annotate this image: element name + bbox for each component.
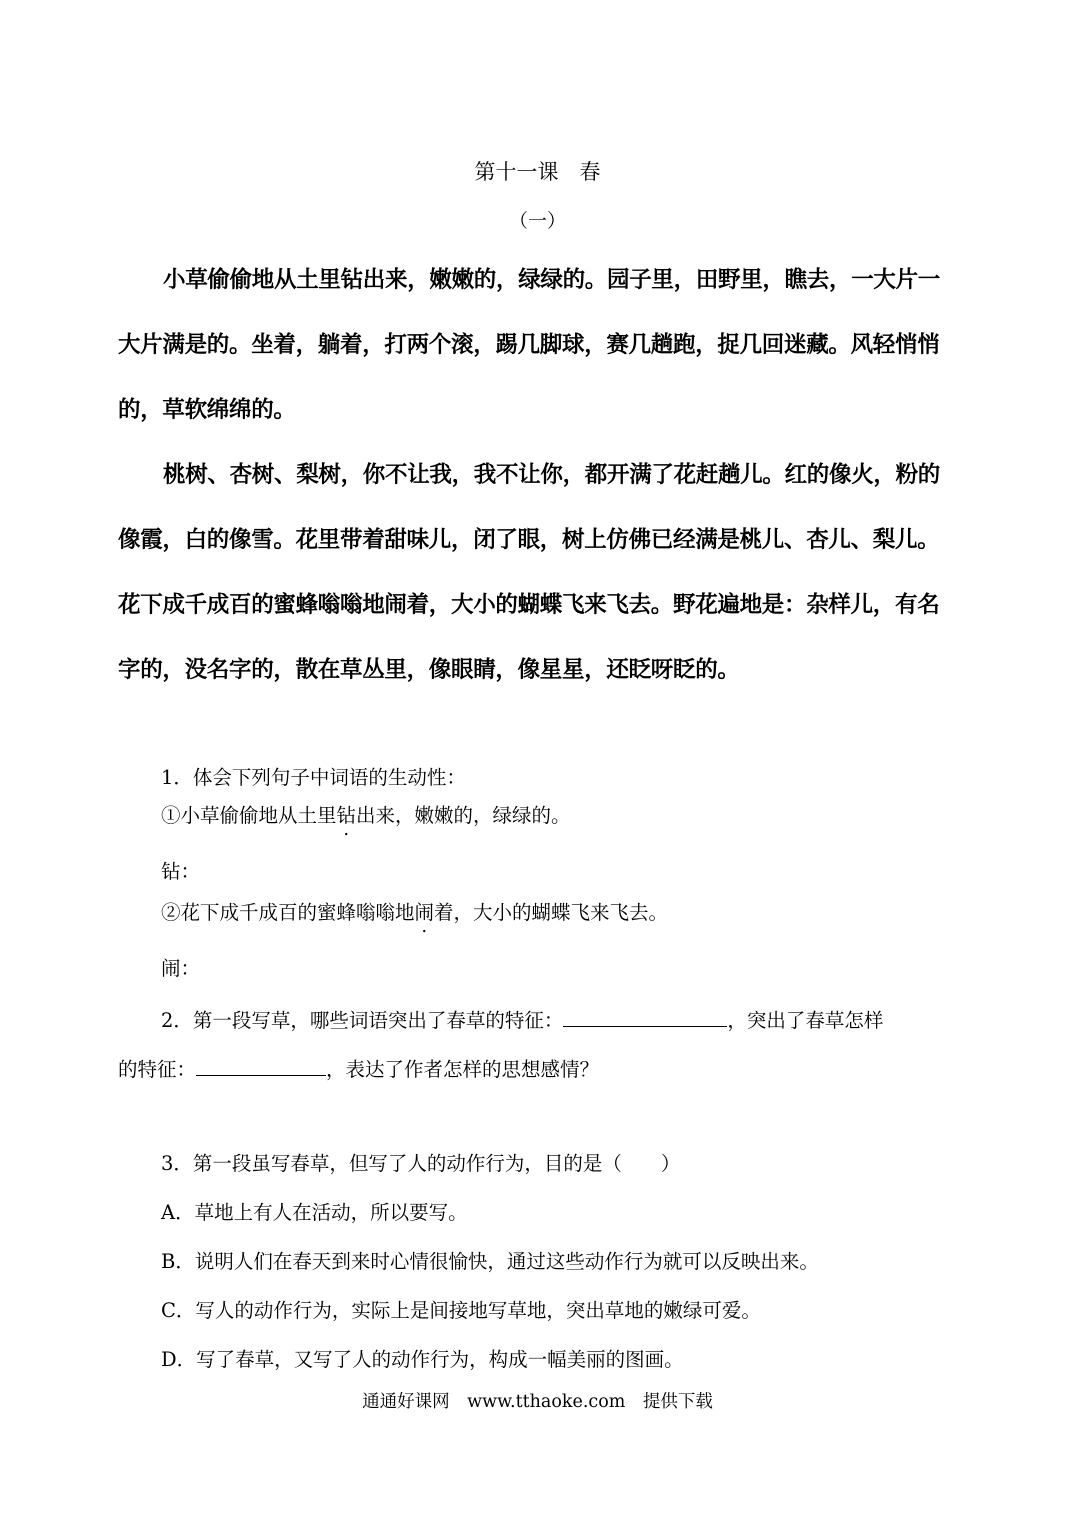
passage-paragraph-1: 小草偷偷地从土里钻出来，嫩嫩的，绿绿的。园子里，田野里，瞧去，一大片一大片满是的。坐着，躺着，打两个滚，踢几脚球，赛几趟跑，捉几回迷藏。风轻悄悄的，草软绵绵的。 xyxy=(118,267,941,423)
question-2-line-2 xyxy=(118,1053,599,1084)
answer-blank[interactable] xyxy=(563,1004,727,1027)
answer-label-nao: 闹： xyxy=(161,957,201,980)
question-text: 2．第一段写草，哪些词语突出了春草的特征： xyxy=(161,1009,564,1032)
question-2-line-1 xyxy=(161,1004,883,1035)
emphasized-word: 闹 xyxy=(414,901,435,924)
answer-label-zuan: 钻： xyxy=(161,860,201,883)
question-3-option-a: A．草地上有人在活动，所以要写。 xyxy=(161,1201,468,1224)
question-3-option-b: B．说明人们在春天到来时心情很愉快，通过这些动作行为就可以反映出来。 xyxy=(161,1250,819,1273)
question-3-stem: 3．第一段虽写春草，但写了人的动作行为，目的是（ ） xyxy=(161,1152,681,1175)
question-3-option-c: C．写人的动作行为，实际上是间接地写草地，突出草地的嫩绿可爱。 xyxy=(161,1299,761,1322)
question-1-sentence-2 xyxy=(161,899,668,927)
lesson-title: 第十一课 春 xyxy=(474,160,601,184)
section-number: （一） xyxy=(508,210,566,232)
sentence-text: ①小草偷偷地从土里 xyxy=(161,804,337,827)
sentence-text: 着，大小的蝴蝶飞来飞去。 xyxy=(434,901,669,924)
question-text: 的特征： xyxy=(118,1058,197,1081)
sentence-text: ②花下成千成百的蜜蜂嗡嗡地 xyxy=(161,901,415,924)
question-3-option-d: D．写了春草，又写了人的动作行为，构成一幅美丽的图画。 xyxy=(161,1348,684,1371)
passage-paragraph-2: 桃树、杏树、梨树，你不让我，我不让你，都开满了花赶趟儿。红的像火，粉的像霞，白的像雪。花里带着甜味儿，闭了眼，树上仿佛已经满是桃儿、杏儿、梨儿。花下成千成百的蜜蜂嗡嗡地闹着，大小的蝴蝶飞来飞去。野花遍地是：杂样儿，有名字的，没名字的，散在草丛里，像眼睛，像星星，还眨呀眨的。 xyxy=(118,462,941,683)
question-1-sentence-1 xyxy=(161,802,571,830)
page-footer: 通通好课网 www.tthaoke.com 提供下载 xyxy=(362,1392,713,1412)
emphasized-word: 钻 xyxy=(336,804,357,827)
question-text: ，突出了春草怎样 xyxy=(727,1009,884,1032)
sentence-text: 出来，嫩嫩的，绿绿的。 xyxy=(356,804,571,827)
question-text: ，表达了作者怎样的思想感情？ xyxy=(326,1058,600,1081)
question-1-stem: 1．体会下列句子中词语的生动性： xyxy=(161,766,466,789)
answer-blank[interactable] xyxy=(196,1053,326,1076)
